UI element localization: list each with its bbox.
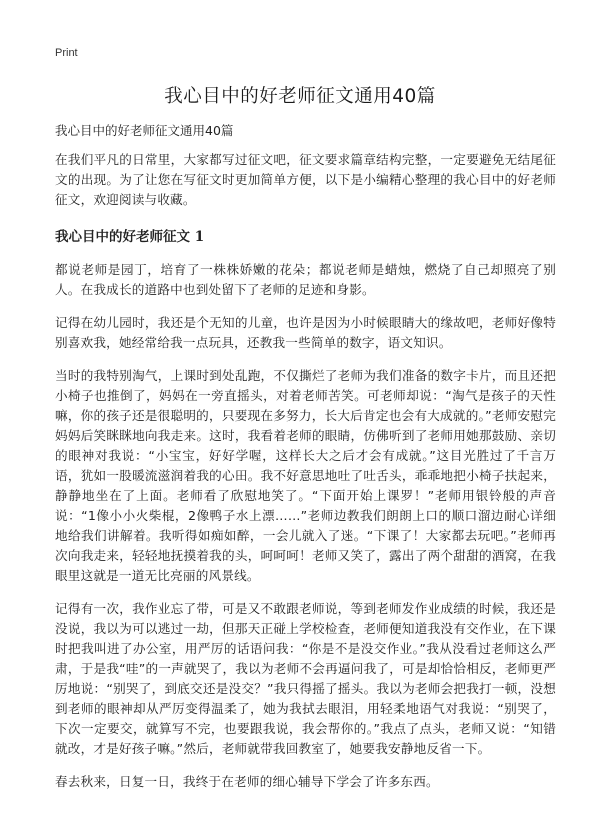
page-title: 我心目中的好老师征文通用40篇 (164, 86, 436, 107)
body-paragraph: 春去秋来，日复一日，我终于在老师的细心辅导下学会了许多东西。 (55, 774, 439, 789)
body-paragraph: 当时的我特别淘气，上课时到处乱跑，不仅撕烂了老师为我们准备的数字卡片，而且还把小椅子也推倒了，妈妈在一旁直摇头，对着老师苦笑。可老师却说：“淘气是孩子的天性嘛，你的孩子还是很聪明的，只要现在多努力，长大后肯定也会有大成就的。”老师安慰完妈妈后笑眯眯地向我走来。这时，我看着老师的眼睛，仿佛听到了老师用她那鼓励、亲切的眼神对我说：“小宝宝，好好学喔，这样长大之后才会有成就。”这目光胜过了千言万语，犹如一股暖流滋润着我的心田。我不好意思地吐了吐舌头，乖乖地把小椅子扶起来，静静地坐在了上面。老师看了欣慰地笑了。“下面开始上课罗！”老师用银铃般的声音说：“1像小小火柴棍，2像鸭子水上漂……”老师边教我们朗朗上口的顺口溜边耐心详细地给我们讲解着。我听得如痴如醉，一会儿就入了迷。“下课了！大家都去玩吧。”老师再次向我走来，轻轻地抚摸着我的头，呵呵呵！老师又笑了，露出了两个甜甜的酒窝，在我眼里这就是一道无比亮丽的风景线。 (55, 368, 556, 583)
print-link[interactable]: Print (55, 47, 78, 59)
section-heading: 我心目中的好老师征文 1 (55, 229, 205, 245)
intro-paragraph: 在我们平凡的日常里，大家都写过征文吧，征文要求篇章结构完整，一定要避免无结尾征文的出现。为了让您在写征文时更加简单方便，以下是小编精心整理的我心目中的好老师征文，欢迎阅读与收藏。 (55, 152, 556, 207)
article-body (55, 150, 556, 805)
body-paragraph: 记得在幼儿园时，我还是个无知的儿童，也许是因为小时候眼睛大的缘故吧，老师好像特别喜欢我，她经常给我一点玩具，还教我一些简单的数字，语文知识。 (55, 315, 556, 350)
body-paragraph: 记得有一次，我作业忘了带，可是又不敢跟老师说，等到老师发作业成绩的时候，我还是没说，我以为可以逃过一劫，但那天正碰上学校检查，老师便知道我没有交作业，在下课时把我叫进了办公室，用严厉的话语问我：“你是不是没交作业。”我从没看过老师这么严肃，于是我“哇”的一声就哭了，我以为老师不会再逼问我了，可是却恰恰相反，老师更严厉地说：“别哭了，到底交还是没交？”我只得摇了摇头。我以为老师会把我打一顿，没想到老师的眼神却从严厉变得温柔了，她为我拭去眼泪，用轻柔地语气对我说：“别哭了，下次一定要交，就算写不完，也要跟我说，我会帮你的。”我点了点头，老师又说：“知错就改，才是好孩子嘛。”然后，老师就带我回教室了，她要我安静地反省一下。 (55, 601, 556, 756)
body-paragraph: 都说老师是园丁，培育了一株株娇嫩的花朵；都说老师是蜡烛，燃烧了自己却照亮了别人。在我成长的道路中也到处留下了老师的足迹和身影。 (55, 262, 556, 297)
document-subtitle: 我心目中的好老师征文通用40篇 (55, 123, 234, 138)
